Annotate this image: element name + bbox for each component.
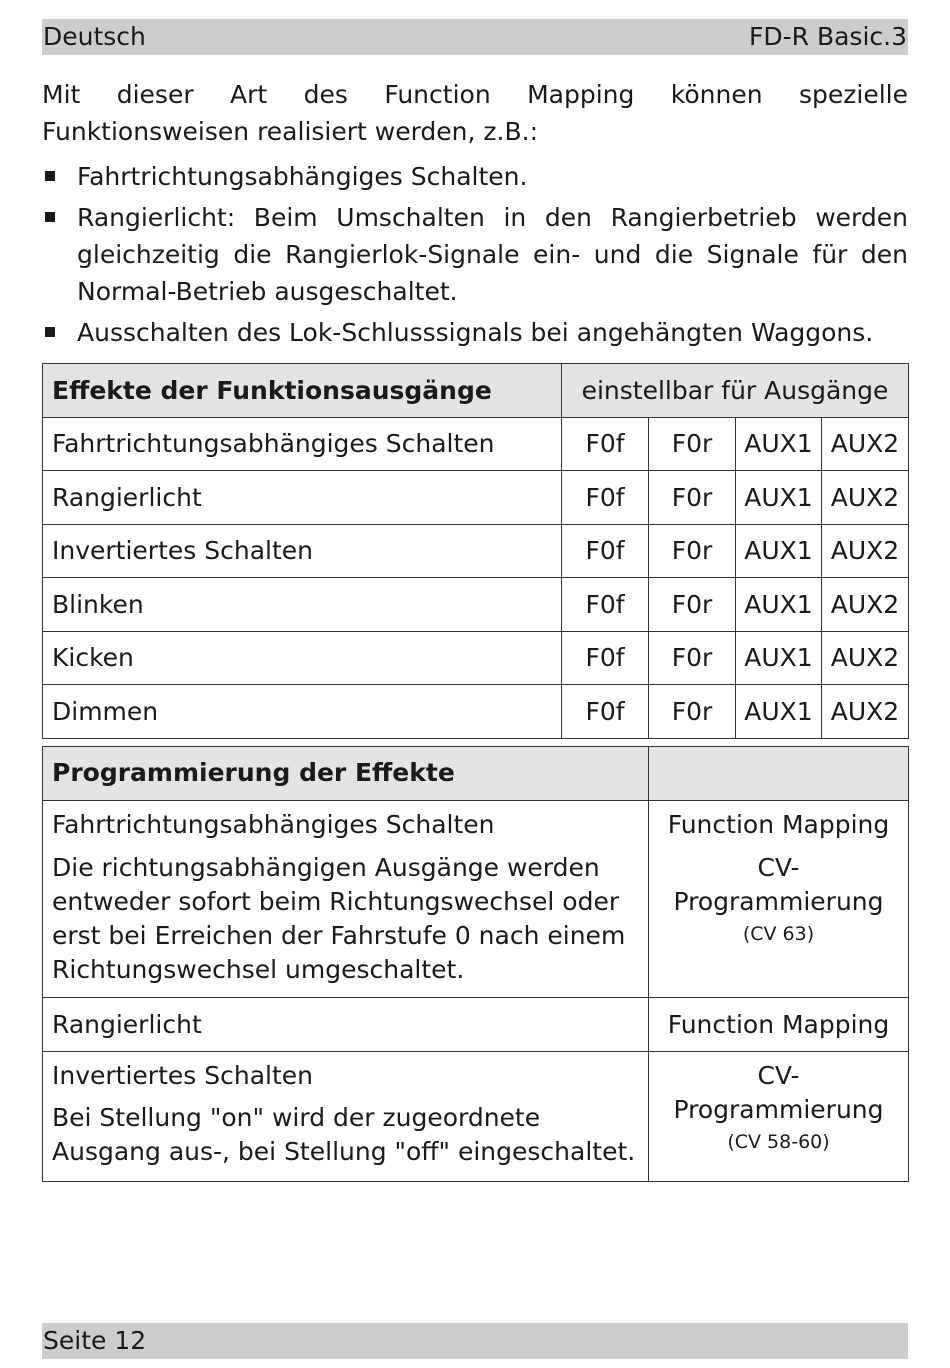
output-cell: F0r — [649, 417, 736, 471]
effects-table — [42, 363, 909, 739]
output-cell: AUX1 — [736, 685, 822, 739]
programming-cell-left — [43, 1052, 649, 1182]
table-row — [43, 417, 909, 471]
programming-cell-right — [649, 998, 909, 1052]
programming-cell-right — [649, 1052, 909, 1182]
bullet-text: Rangierlicht: Beim Umschalten in den Rangierbetrieb werden gleichzeitig die Rangierlok-Signale ein- und die Signale für den Normal-Betrieb ausgeschaltet. — [77, 203, 908, 306]
output-cell: AUX2 — [822, 471, 909, 525]
output-cell: F0f — [562, 685, 649, 739]
effect-name: Dimmen — [43, 685, 562, 739]
list-item — [42, 158, 908, 195]
bullet-square-icon — [45, 327, 55, 337]
bullet-list — [42, 158, 908, 355]
output-cell: F0f — [562, 417, 649, 471]
table-row — [43, 998, 909, 1052]
effects-header-right: einstellbar für Ausgänge — [562, 364, 909, 418]
output-cell: AUX2 — [822, 524, 909, 578]
effect-description: Die richtungsabhängigen Ausgänge werden entweder sofort beim Richtungswechsel oder erst bei Erreichen der Fahrstufe 0 nach einem Richtungswechsel umgeschaltet. — [52, 853, 626, 984]
effect-name: Kicken — [43, 631, 562, 685]
output-cell: AUX1 — [736, 417, 822, 471]
programming-cell-left — [43, 801, 649, 998]
table-row — [43, 801, 909, 998]
cv-number: (CV 63) — [742, 923, 815, 945]
effect-description: Bei Stellung "on" wird der zugeordnete Ausgang aus-, bei Stellung "off" eingeschaltet. — [52, 1103, 636, 1166]
output-cell: AUX2 — [822, 578, 909, 632]
output-cell: AUX2 — [822, 631, 909, 685]
output-cell: AUX2 — [822, 417, 909, 471]
effect-title: Fahrtrichtungsabhängiges Schalten — [52, 810, 495, 839]
table-row — [43, 471, 909, 525]
output-cell: F0f — [562, 578, 649, 632]
effect-title: Invertiertes Schalten — [52, 1061, 313, 1090]
effect-name: Fahrtrichtungsabhängiges Schalten — [43, 417, 562, 471]
header-product: FD-R Basic.3 — [748, 22, 907, 51]
table-header-row — [43, 364, 909, 418]
output-cell: F0r — [649, 578, 736, 632]
table-header-row — [43, 747, 909, 801]
list-item — [42, 314, 908, 351]
method-function-mapping: Function Mapping — [667, 1009, 890, 1039]
table-row — [43, 524, 909, 578]
intro-paragraph: Mit dieser Art des Function Mapping können spezielle Funktionsweisen realisiert werden, z.B.: — [42, 80, 908, 146]
output-cell: F0f — [562, 471, 649, 525]
output-cell: F0r — [649, 471, 736, 525]
programming-table — [42, 746, 909, 1182]
header-language: Deutsch — [43, 22, 146, 51]
output-cell: AUX1 — [736, 631, 822, 685]
output-cell: F0r — [649, 524, 736, 578]
output-cell: F0f — [562, 524, 649, 578]
bullet-square-icon — [45, 171, 55, 181]
programming-header-right — [649, 747, 909, 801]
effects-header-left: Effekte der Funktionsausgänge — [43, 364, 562, 418]
output-cell: AUX2 — [822, 685, 909, 739]
table-row — [43, 685, 909, 739]
page-header — [42, 19, 908, 55]
method-cv-line2: Programmierung — [673, 887, 884, 916]
page-footer — [42, 1323, 908, 1359]
effect-name: Rangierlicht — [43, 471, 562, 525]
bullet-text: Ausschalten des Lok-Schlusssignals bei angehängten Waggons. — [77, 318, 874, 347]
output-cell: AUX1 — [736, 471, 822, 525]
effect-title: Rangierlicht — [52, 1009, 202, 1039]
output-cell: AUX1 — [736, 524, 822, 578]
output-cell: F0r — [649, 631, 736, 685]
effect-name: Invertiertes Schalten — [43, 524, 562, 578]
table-row — [43, 578, 909, 632]
bullet-square-icon — [45, 212, 55, 222]
programming-cell-left — [43, 998, 649, 1052]
output-cell: AUX1 — [736, 578, 822, 632]
programming-cell-right — [649, 801, 909, 998]
method-function-mapping: Function Mapping — [667, 810, 890, 839]
method-cv-line2: Programmierung — [673, 1095, 884, 1124]
list-item — [42, 199, 908, 310]
effect-name: Blinken — [43, 578, 562, 632]
cv-number: (CV 58-60) — [727, 1131, 830, 1153]
output-cell: F0r — [649, 685, 736, 739]
method-cv-line1: CV- — [757, 1061, 800, 1090]
bullet-text: Fahrtrichtungsabhängiges Schalten. — [77, 162, 528, 191]
output-cell: F0f — [562, 631, 649, 685]
method-cv-line1: CV- — [757, 853, 800, 882]
table-row — [43, 631, 909, 685]
programming-header-left: Programmierung der Effekte — [43, 747, 649, 801]
table-row — [43, 1052, 909, 1182]
page-number: Seite 12 — [43, 1326, 147, 1355]
